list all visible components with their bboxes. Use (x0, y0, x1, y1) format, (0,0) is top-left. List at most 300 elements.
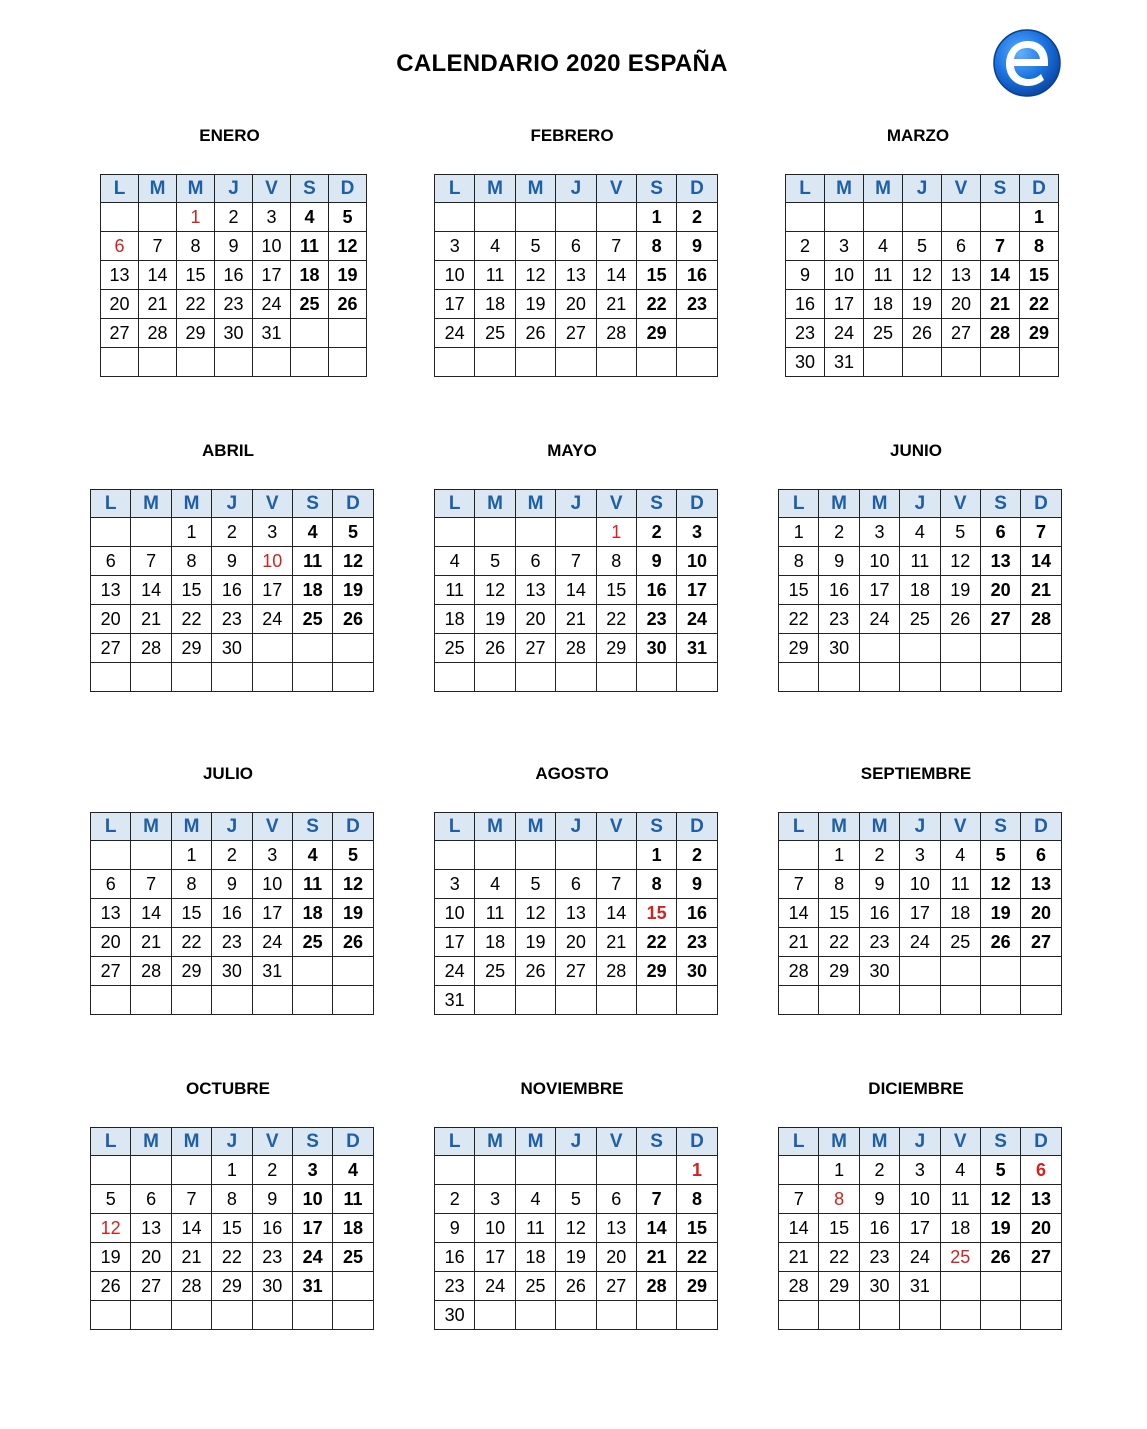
day-cell: 3 (435, 870, 475, 899)
week-row (101, 319, 367, 348)
day-cell: 17 (292, 1214, 332, 1243)
day-cell: 30 (212, 634, 252, 663)
empty-day-cell (556, 518, 596, 547)
day-cell: 15 (819, 1214, 859, 1243)
day-cell: 23 (636, 605, 676, 634)
weekday-header: V (252, 813, 292, 841)
day-cell: 5 (333, 841, 373, 870)
empty-day-cell (1021, 1301, 1061, 1330)
empty-day-cell (333, 663, 373, 692)
month-table (785, 174, 1059, 377)
day-cell: 17 (825, 290, 864, 319)
day-cell: 25 (515, 1272, 555, 1301)
empty-day-cell (333, 986, 373, 1015)
empty-day-cell (515, 986, 555, 1015)
empty-day-cell (819, 986, 859, 1015)
empty-day-cell (556, 841, 596, 870)
day-cell: 16 (859, 899, 899, 928)
day-cell: 6 (1021, 1156, 1061, 1185)
weekday-header: D (677, 175, 717, 203)
weekday-header: M (171, 490, 211, 518)
day-cell: 17 (435, 928, 475, 957)
weekday-header: S (292, 490, 332, 518)
day-cell: 17 (677, 576, 717, 605)
day-cell: 14 (596, 261, 636, 290)
day-cell: 22 (819, 928, 859, 957)
weekday-header: L (779, 813, 819, 841)
empty-day-cell (131, 1156, 171, 1185)
weekday-header: M (819, 490, 859, 518)
empty-day-cell (291, 348, 329, 377)
week-row (779, 1243, 1062, 1272)
empty-day-cell (981, 348, 1020, 377)
empty-day-cell (131, 986, 171, 1015)
weekday-header: M (515, 1128, 555, 1156)
empty-day-cell (1021, 634, 1061, 663)
day-cell: 9 (215, 232, 253, 261)
day-cell: 9 (252, 1185, 292, 1214)
week-row (779, 928, 1062, 957)
weekday-header: V (596, 490, 636, 518)
day-cell: 25 (291, 290, 329, 319)
day-cell: 27 (942, 319, 981, 348)
day-cell: 27 (131, 1272, 171, 1301)
day-cell: 14 (636, 1214, 676, 1243)
empty-day-cell (980, 634, 1020, 663)
month-table (100, 174, 367, 377)
day-cell: 20 (515, 605, 555, 634)
day-cell: 22 (171, 928, 211, 957)
week-row (779, 1185, 1062, 1214)
weekday-header: S (636, 175, 676, 203)
weekday-header: V (596, 1128, 636, 1156)
day-cell: 31 (253, 319, 291, 348)
week-row (91, 1214, 374, 1243)
day-cell: 31 (435, 986, 475, 1015)
day-cell: 7 (131, 870, 171, 899)
day-cell: 21 (171, 1243, 211, 1272)
weekday-header: S (636, 813, 676, 841)
weekday-header: M (515, 813, 555, 841)
day-cell: 1 (636, 203, 676, 232)
day-cell: 22 (1020, 290, 1059, 319)
empty-day-cell (171, 986, 211, 1015)
week-row (779, 870, 1062, 899)
weekday-header: L (91, 1128, 131, 1156)
day-cell: 1 (677, 1156, 717, 1185)
week-row (435, 957, 718, 986)
day-cell: 6 (1021, 841, 1061, 870)
day-cell: 27 (1021, 928, 1061, 957)
day-cell: 17 (252, 899, 292, 928)
day-cell: 11 (333, 1185, 373, 1214)
weekday-header: J (215, 175, 253, 203)
day-cell: 12 (333, 547, 373, 576)
day-cell: 24 (252, 605, 292, 634)
week-row (91, 928, 374, 957)
day-cell: 10 (435, 899, 475, 928)
weekday-header: L (435, 813, 475, 841)
weekday-header-row (435, 1128, 718, 1156)
day-cell: 4 (292, 841, 332, 870)
weekday-header-row (779, 813, 1062, 841)
day-cell: 8 (212, 1185, 252, 1214)
day-cell: 24 (253, 290, 291, 319)
week-row (91, 663, 374, 692)
day-cell: 6 (556, 232, 596, 261)
weekday-header-row (435, 490, 718, 518)
week-row (786, 290, 1059, 319)
day-cell: 7 (779, 1185, 819, 1214)
day-cell: 21 (1021, 576, 1061, 605)
empty-day-cell (596, 986, 636, 1015)
day-cell: 1 (779, 518, 819, 547)
week-row (779, 518, 1062, 547)
day-cell: 26 (556, 1272, 596, 1301)
day-cell: 12 (940, 547, 980, 576)
empty-day-cell (1021, 1272, 1061, 1301)
empty-day-cell (329, 319, 367, 348)
day-cell: 14 (131, 899, 171, 928)
day-cell: 17 (253, 261, 291, 290)
day-cell: 27 (596, 1272, 636, 1301)
week-row (435, 986, 718, 1015)
day-cell: 25 (475, 957, 515, 986)
day-cell: 10 (475, 1214, 515, 1243)
empty-day-cell (859, 634, 899, 663)
day-cell: 9 (435, 1214, 475, 1243)
day-cell: 29 (596, 634, 636, 663)
day-cell: 26 (980, 1243, 1020, 1272)
weekday-header: D (329, 175, 367, 203)
day-cell: 26 (903, 319, 942, 348)
day-cell: 20 (91, 605, 131, 634)
day-cell: 8 (596, 547, 636, 576)
week-row (91, 986, 374, 1015)
month-table (778, 1127, 1062, 1330)
empty-day-cell (636, 663, 676, 692)
day-cell: 18 (940, 1214, 980, 1243)
week-row (779, 1272, 1062, 1301)
weekday-header-row (91, 490, 374, 518)
day-cell: 27 (1021, 1243, 1061, 1272)
week-row (779, 1156, 1062, 1185)
weekday-header: L (91, 490, 131, 518)
day-cell: 7 (779, 870, 819, 899)
week-row (91, 605, 374, 634)
week-row (101, 232, 367, 261)
day-cell: 2 (677, 841, 717, 870)
week-row (779, 663, 1062, 692)
day-cell: 7 (131, 547, 171, 576)
weekday-header: D (677, 1128, 717, 1156)
day-cell: 2 (819, 518, 859, 547)
day-cell: 5 (940, 518, 980, 547)
month-table (434, 174, 718, 377)
month-block (778, 1079, 1054, 1330)
month-table (90, 489, 374, 692)
day-cell: 11 (292, 547, 332, 576)
day-cell: 19 (980, 1214, 1020, 1243)
week-row (786, 261, 1059, 290)
day-cell: 2 (859, 841, 899, 870)
day-cell: 15 (636, 261, 676, 290)
month-block (90, 764, 366, 1015)
weekday-header: M (864, 175, 903, 203)
day-cell: 12 (980, 870, 1020, 899)
weekday-header-row (91, 813, 374, 841)
day-cell: 19 (333, 576, 373, 605)
weekday-header: M (131, 490, 171, 518)
empty-day-cell (515, 1156, 555, 1185)
weekday-header: J (556, 813, 596, 841)
day-cell: 23 (677, 290, 717, 319)
empty-day-cell (636, 1156, 676, 1185)
day-cell: 27 (91, 957, 131, 986)
day-cell: 13 (1021, 870, 1061, 899)
day-cell: 4 (475, 870, 515, 899)
day-cell: 10 (252, 547, 292, 576)
week-row (91, 634, 374, 663)
empty-day-cell (131, 518, 171, 547)
day-cell: 22 (212, 1243, 252, 1272)
weekday-header-row (779, 490, 1062, 518)
day-cell: 4 (333, 1156, 373, 1185)
day-cell: 3 (900, 1156, 940, 1185)
empty-day-cell (940, 1272, 980, 1301)
weekday-header: L (435, 1128, 475, 1156)
empty-day-cell (171, 1156, 211, 1185)
weekday-header: V (596, 175, 636, 203)
month-table (434, 1127, 718, 1330)
weekday-header: M (859, 813, 899, 841)
day-cell: 11 (940, 870, 980, 899)
weekday-header: D (1021, 813, 1061, 841)
weekday-header: J (900, 813, 940, 841)
day-cell: 2 (435, 1185, 475, 1214)
day-cell: 25 (940, 1243, 980, 1272)
empty-day-cell (91, 841, 131, 870)
day-cell: 9 (212, 870, 252, 899)
day-cell: 24 (435, 957, 475, 986)
day-cell: 6 (980, 518, 1020, 547)
day-cell: 24 (825, 319, 864, 348)
day-cell: 30 (786, 348, 825, 377)
month-table (90, 1127, 374, 1330)
day-cell: 25 (940, 928, 980, 957)
empty-day-cell (596, 841, 636, 870)
week-row (435, 576, 718, 605)
weekday-header: S (980, 490, 1020, 518)
day-cell: 23 (859, 1243, 899, 1272)
day-cell: 3 (900, 841, 940, 870)
day-cell: 8 (819, 870, 859, 899)
empty-day-cell (980, 1301, 1020, 1330)
day-cell: 15 (212, 1214, 252, 1243)
week-row (435, 1185, 718, 1214)
weekday-header: M (177, 175, 215, 203)
weekday-header: M (139, 175, 177, 203)
weekday-header: M (515, 175, 555, 203)
day-cell: 16 (859, 1214, 899, 1243)
day-cell: 21 (139, 290, 177, 319)
week-row (91, 1301, 374, 1330)
day-cell: 30 (435, 1301, 475, 1330)
day-cell: 3 (292, 1156, 332, 1185)
empty-day-cell (980, 663, 1020, 692)
week-row (786, 232, 1059, 261)
day-cell: 25 (292, 605, 332, 634)
day-cell: 16 (636, 576, 676, 605)
empty-day-cell (900, 957, 940, 986)
day-cell: 10 (677, 547, 717, 576)
day-cell: 10 (859, 547, 899, 576)
day-cell: 17 (252, 576, 292, 605)
week-row (779, 1214, 1062, 1243)
empty-day-cell (903, 203, 942, 232)
weekday-header: J (900, 490, 940, 518)
day-cell: 19 (475, 605, 515, 634)
week-row (435, 605, 718, 634)
month-name: JULIO (202, 764, 254, 783)
day-cell: 22 (779, 605, 819, 634)
day-cell: 5 (980, 1156, 1020, 1185)
day-cell: 19 (333, 899, 373, 928)
week-row (779, 841, 1062, 870)
day-cell: 29 (819, 1272, 859, 1301)
month-name: AGOSTO (535, 764, 609, 783)
empty-day-cell (475, 348, 515, 377)
day-cell: 9 (677, 232, 717, 261)
day-cell: 28 (131, 957, 171, 986)
day-cell: 21 (596, 928, 636, 957)
day-cell: 30 (215, 319, 253, 348)
weekday-header: V (940, 1128, 980, 1156)
day-cell: 10 (435, 261, 475, 290)
day-cell: 15 (677, 1214, 717, 1243)
day-cell: 17 (859, 576, 899, 605)
day-cell: 25 (292, 928, 332, 957)
day-cell: 16 (212, 899, 252, 928)
day-cell: 6 (515, 547, 555, 576)
empty-day-cell (475, 663, 515, 692)
day-cell: 24 (292, 1243, 332, 1272)
day-cell: 4 (940, 841, 980, 870)
empty-day-cell (779, 1301, 819, 1330)
month-block (778, 441, 1054, 692)
day-cell: 1 (171, 841, 211, 870)
day-cell: 24 (435, 319, 475, 348)
day-cell: 13 (91, 576, 131, 605)
week-row (101, 348, 367, 377)
day-cell: 13 (980, 547, 1020, 576)
day-cell: 23 (435, 1272, 475, 1301)
empty-day-cell (333, 634, 373, 663)
day-cell: 19 (91, 1243, 131, 1272)
week-row (779, 1301, 1062, 1330)
weekday-header-row (435, 813, 718, 841)
week-row (435, 1214, 718, 1243)
empty-day-cell (940, 986, 980, 1015)
day-cell: 5 (903, 232, 942, 261)
day-cell: 1 (177, 203, 215, 232)
day-cell: 26 (515, 319, 555, 348)
empty-day-cell (252, 986, 292, 1015)
day-cell: 11 (475, 261, 515, 290)
day-cell: 4 (475, 232, 515, 261)
empty-day-cell (636, 1301, 676, 1330)
day-cell: 1 (212, 1156, 252, 1185)
empty-day-cell (515, 518, 555, 547)
weekday-header: S (292, 1128, 332, 1156)
empty-day-cell (819, 663, 859, 692)
day-cell: 9 (859, 870, 899, 899)
empty-day-cell (212, 986, 252, 1015)
empty-day-cell (596, 663, 636, 692)
day-cell: 14 (139, 261, 177, 290)
week-row (435, 899, 718, 928)
day-cell: 23 (677, 928, 717, 957)
empty-day-cell (435, 1156, 475, 1185)
week-row (779, 547, 1062, 576)
empty-day-cell (101, 203, 139, 232)
day-cell: 26 (940, 605, 980, 634)
empty-day-cell (779, 1156, 819, 1185)
day-cell: 22 (636, 928, 676, 957)
week-row (91, 841, 374, 870)
empty-day-cell (980, 1272, 1020, 1301)
day-cell: 10 (900, 1185, 940, 1214)
month-name: DICIEMBRE (868, 1079, 964, 1098)
weekday-header: D (1021, 490, 1061, 518)
day-cell: 9 (859, 1185, 899, 1214)
weekday-header: L (91, 813, 131, 841)
month-table (434, 489, 718, 692)
day-cell: 7 (1021, 518, 1061, 547)
weekday-header: S (292, 813, 332, 841)
day-cell: 20 (942, 290, 981, 319)
empty-day-cell (864, 348, 903, 377)
empty-day-cell (475, 841, 515, 870)
week-row (101, 261, 367, 290)
month-block (778, 764, 1054, 1015)
empty-day-cell (940, 634, 980, 663)
empty-day-cell (1020, 348, 1059, 377)
empty-day-cell (475, 518, 515, 547)
day-cell: 6 (91, 870, 131, 899)
e-logo-icon (992, 28, 1062, 98)
day-cell: 23 (819, 605, 859, 634)
day-cell: 1 (1020, 203, 1059, 232)
month-block (434, 764, 710, 1015)
day-cell: 27 (556, 957, 596, 986)
empty-day-cell (131, 1301, 171, 1330)
day-cell: 20 (91, 928, 131, 957)
day-cell: 3 (252, 518, 292, 547)
empty-day-cell (942, 203, 981, 232)
day-cell: 2 (677, 203, 717, 232)
empty-day-cell (177, 348, 215, 377)
day-cell: 15 (596, 576, 636, 605)
empty-day-cell (940, 1301, 980, 1330)
empty-day-cell (596, 348, 636, 377)
day-cell: 28 (779, 1272, 819, 1301)
empty-day-cell (131, 841, 171, 870)
day-cell: 21 (981, 290, 1020, 319)
day-cell: 4 (515, 1185, 555, 1214)
empty-day-cell (596, 1156, 636, 1185)
day-cell: 16 (677, 261, 717, 290)
